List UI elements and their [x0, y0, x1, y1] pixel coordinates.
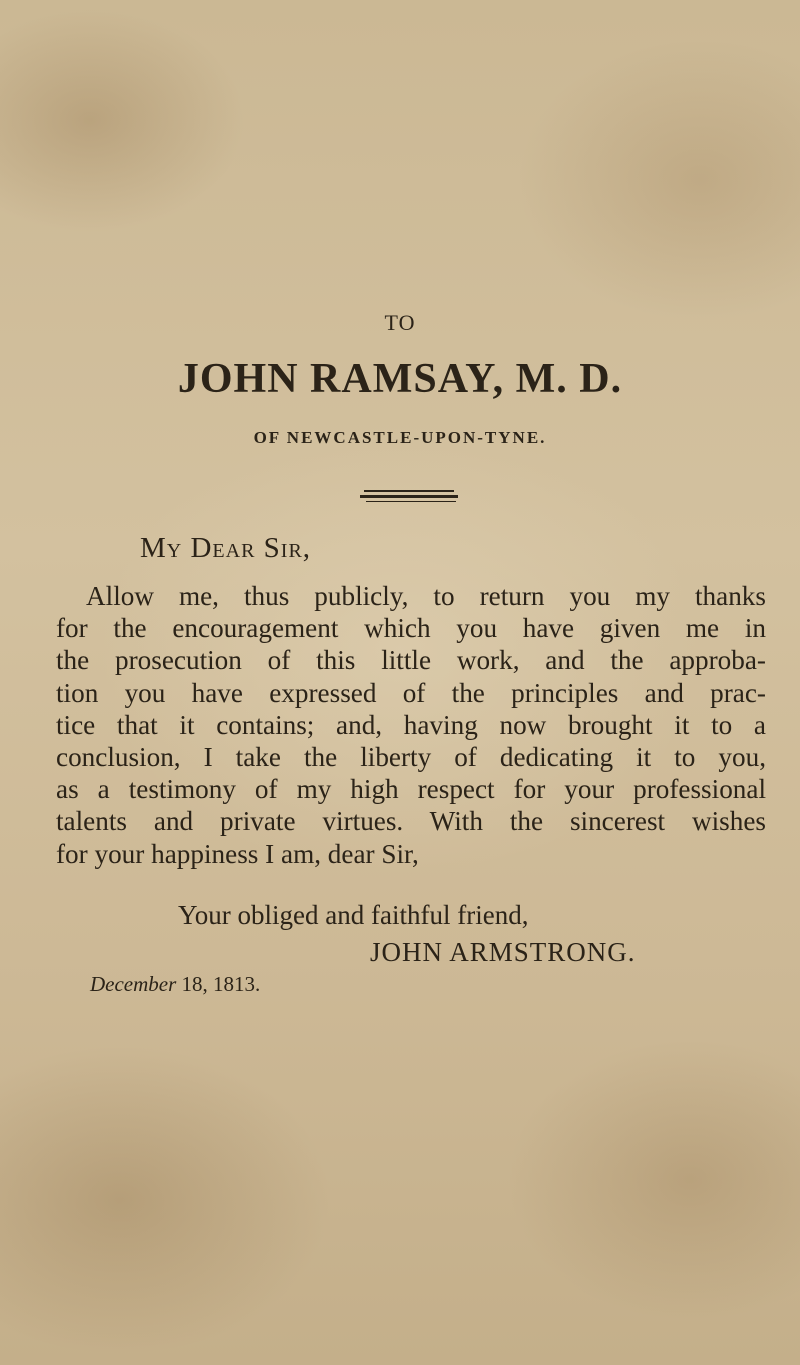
- letter-body: [56, 580, 766, 870]
- decorative-rule: [360, 490, 458, 504]
- salutation: My Dear Sir,: [140, 532, 312, 564]
- letter-line: tion you have expressed of the principles and prac-: [56, 677, 766, 708]
- letter-date: [90, 972, 260, 997]
- dedicatee-name: JOHN RAMSAY, M. D.: [177, 356, 623, 402]
- date-month: December: [90, 972, 177, 996]
- letter-line: as a testimony of my high respect for your professional: [56, 774, 766, 805]
- dedicatee-place: OF NEWCASTLE-UPON-TYNE.: [253, 428, 547, 447]
- letter-signature: JOHN ARMSTRONG.: [370, 937, 636, 967]
- letter-closing: Your obliged and faithful friend,: [178, 900, 529, 930]
- letter-line: for your happiness I am, dear Sir,: [56, 838, 419, 869]
- letter-line: Allow me, thus publicly, to return you my thanks: [86, 581, 766, 611]
- date-day-year: 18, 1813.: [181, 972, 261, 996]
- letter-line: for the encouragement which you have given me in: [56, 613, 766, 644]
- letter-line: talents and private virtues. With the sincerest wishes: [56, 806, 766, 837]
- dedication-to: TO: [384, 310, 416, 335]
- letter-line: conclusion, I take the liberty of dedicating it to you,: [56, 742, 766, 773]
- letter-line: the prosecution of this little work, and the approba-: [56, 645, 766, 676]
- letter-line: tice that it contains; and, having now brought it to a: [56, 709, 766, 740]
